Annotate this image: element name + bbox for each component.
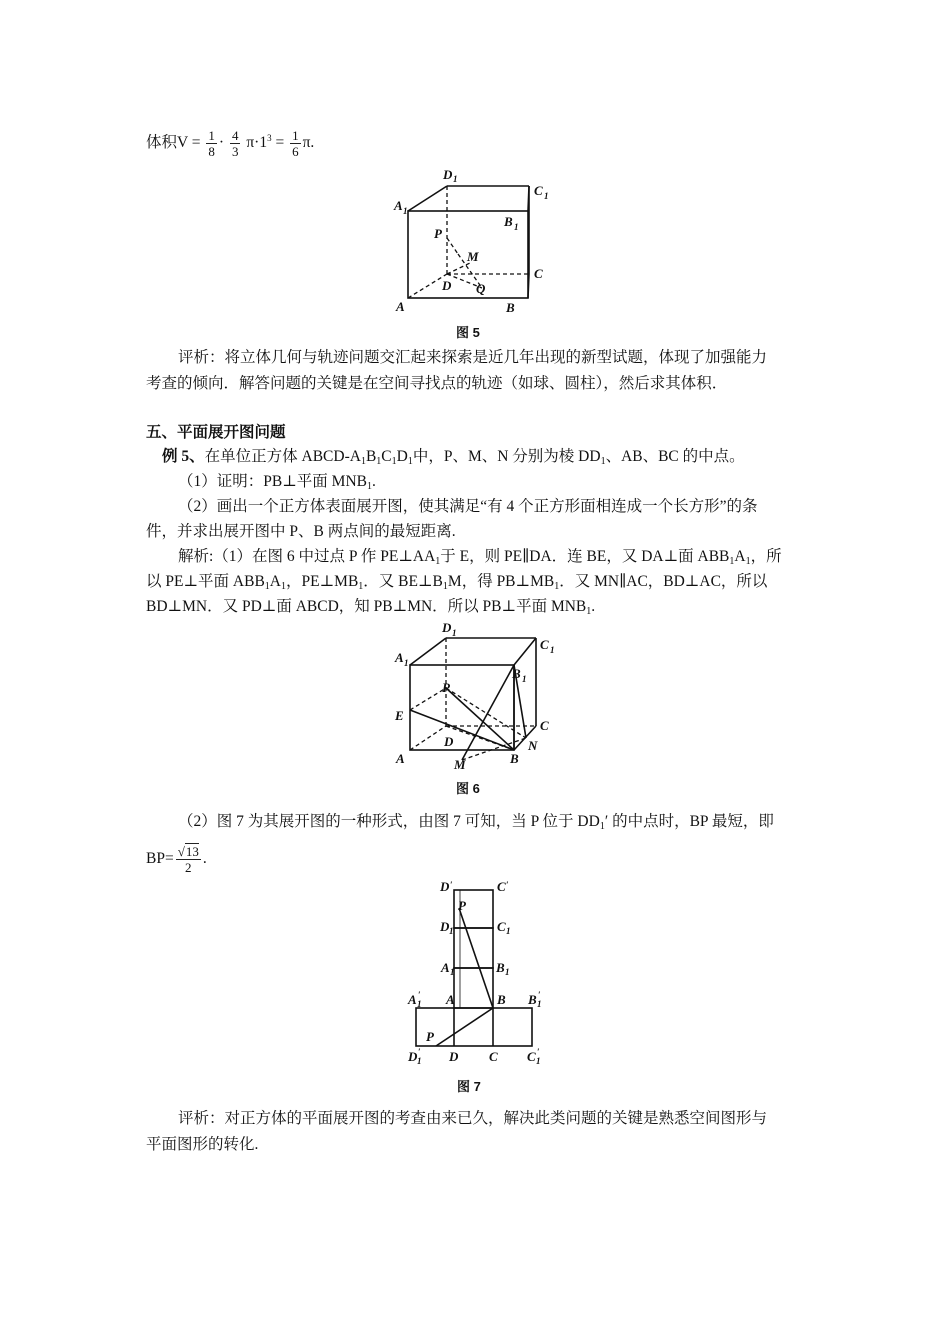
solution-text: A — [269, 573, 281, 590]
radicand: 13 — [185, 844, 199, 859]
equals-sign: = — [275, 134, 285, 152]
subscript: 1 — [729, 556, 735, 567]
volume-mid: π·1 — [246, 134, 268, 152]
comment-1-line-1: 评析：将立体几何与轨迹问题交汇起来探索是近几年出现的新型试题，体现了加强能力 — [178, 349, 768, 366]
label-m: M — [467, 249, 479, 264]
section-title: 五、平面展开图问题 — [146, 424, 286, 441]
label-sub: 1 — [453, 174, 458, 184]
label-c1: C — [534, 183, 543, 198]
question-1-text: （1）证明：PB⊥平面 MNB — [178, 473, 367, 490]
solution-text: ，所 — [750, 548, 782, 565]
fraction-sqrt13-over-2 — [176, 844, 201, 875]
solution-line-1 — [178, 547, 782, 567]
cube-exponent: 3 — [267, 133, 272, 143]
label-c1-prime: C — [527, 1049, 536, 1064]
volume-prefix: 体积V = — [146, 134, 201, 152]
label-d1: D — [442, 620, 452, 635]
subscript: 1 — [554, 581, 560, 592]
frac-num: 1 — [208, 128, 215, 144]
volume-tail: π. — [302, 134, 315, 152]
figure-7-caption: 图 7 — [457, 1079, 481, 1094]
label-a: A — [446, 992, 455, 1007]
example-text: C — [381, 448, 392, 465]
label-sub: 1 — [544, 191, 549, 201]
question-1 — [178, 472, 376, 492]
frac-num: 4 — [231, 128, 239, 144]
volume-formula: 体积V = $\frac{1}{8}$ · $\frac{4}{3}$ $\pi\cdot 1^3$ = $\frac{1}{6}$ π. — [146, 128, 315, 160]
solution-text: 于 E，则 PE∥DA．连 BE，又 DA⊥面 ABB — [440, 548, 730, 565]
example-label: 例 5、 — [162, 448, 205, 465]
label-b1: B — [512, 666, 521, 681]
label-m: M — [454, 757, 466, 770]
subscript: 1 — [586, 606, 592, 617]
label-sub: 1 — [449, 926, 454, 936]
solution-text: 解析:（1）在图 6 中过点 P 作 PE⊥AA — [178, 548, 436, 565]
label-c: C — [489, 1049, 498, 1064]
subscript: 1 — [435, 556, 441, 567]
label-sub: 1 — [522, 674, 527, 684]
comment-2-line-2: 平面图形的转化. — [146, 1136, 259, 1153]
frac-den: 8 — [208, 144, 215, 160]
label-sub: 1 — [404, 658, 409, 668]
part-2-tail: . — [202, 850, 207, 868]
example-5-statement — [162, 447, 745, 467]
solution-text: M，得 PB⊥MB — [447, 573, 555, 590]
example-text: 、AB、BC 的中点。 — [605, 448, 745, 465]
example-text: 中，P、M、N 分别为棱 DD — [412, 448, 601, 465]
part-2-line-2 — [146, 844, 207, 875]
label-sub: 1 — [514, 222, 519, 232]
label-sub: 1 — [550, 645, 555, 655]
fraction-one-sixth — [290, 128, 301, 159]
solution-text: ．又 BE⊥B — [363, 573, 443, 590]
label-prime: ′ — [450, 880, 453, 890]
label-a: A — [396, 751, 405, 766]
label-b: B — [506, 300, 515, 315]
fraction-one-eighth — [206, 128, 217, 159]
subscript: 1 — [360, 456, 366, 467]
subscript: 1 — [376, 456, 382, 467]
part-2-line-1 — [178, 812, 774, 832]
label-b: B — [510, 751, 519, 766]
label-q: Q — [476, 281, 486, 296]
frac-den: 3 — [231, 144, 239, 160]
solution-text: ，PE⊥MB — [286, 573, 359, 590]
label-d: D — [442, 278, 452, 293]
label-a: A — [396, 299, 405, 314]
subscript: 1 — [407, 456, 413, 467]
label-sub: 1 — [417, 1056, 422, 1066]
label-e: E — [395, 708, 404, 723]
solution-line-3 — [146, 597, 595, 617]
label-p: P — [442, 680, 450, 695]
label-sub: 1 — [537, 999, 542, 1009]
solution-text: . — [591, 598, 596, 615]
question-1-tail: . — [371, 473, 376, 490]
label-prime: ′ — [506, 880, 509, 890]
part-2-text: ′ 的中点时，BP 最短，即 — [604, 813, 774, 830]
subscript: 1 — [442, 581, 448, 592]
label-sub: 1 — [403, 206, 408, 216]
subscript: 1 — [366, 481, 372, 492]
bp-label: BP= — [146, 850, 174, 868]
label-d-prime: D — [440, 880, 450, 894]
label-p-bottom: P — [426, 1029, 434, 1044]
figure-6-svg — [390, 618, 565, 770]
subscript: 1 — [745, 556, 751, 567]
part-2-text: （2）图 7 为其展开图的一种形式，由图 7 可知，当 P 位于 DD — [178, 813, 600, 830]
frac-num — [176, 844, 201, 860]
subscript: 1 — [281, 581, 286, 592]
cube-front-face — [410, 665, 514, 750]
frac-num: 1 — [292, 128, 299, 144]
comment-2-line-1: 评析：对正方体的平面展开图的考查由来已久，解决此类问题的关键是熟悉空间图形与 — [178, 1110, 768, 1127]
label-prime: ′ — [537, 1047, 540, 1057]
label-c-prime: C — [497, 880, 506, 894]
figure-7-net — [400, 880, 560, 1066]
figure-5-svg — [390, 166, 560, 316]
subscript: 1 — [264, 581, 270, 592]
figure-6-cube — [390, 618, 565, 770]
label-d: D — [449, 1049, 459, 1064]
figure-7-svg — [400, 880, 560, 1066]
example-text: D — [396, 448, 408, 465]
label-prime: ′ — [418, 990, 421, 1000]
frac-den: 2 — [185, 860, 192, 875]
subscript: 1 — [600, 456, 606, 467]
example-text: 在单位正方体 ABCD-A — [204, 448, 361, 465]
question-2-line-2: 件，并求出展开图中 P、B 两点间的最短距离. — [146, 523, 456, 540]
subscript: 1 — [391, 456, 397, 467]
solution-text: BD⊥MN．又 PD⊥面 ABCD，知 PB⊥MN．所以 PB⊥平面 MNB — [146, 598, 587, 615]
label-c: C — [534, 266, 543, 281]
label-p-top: P — [458, 898, 466, 913]
label-n: N — [528, 738, 538, 753]
label-sub: 1 — [506, 926, 511, 936]
solution-text: A — [734, 548, 746, 565]
question-2-line-1: （2）画出一个正方体表面展开图，使其满足“有 4 个正方形面相连成一个长方形”的条 — [178, 498, 758, 515]
label-sub: 1 — [417, 999, 422, 1009]
label-c: C — [540, 718, 549, 733]
label-d1-prime: D — [408, 1049, 418, 1064]
figure-5-cube — [390, 166, 560, 316]
label-prime: ′ — [418, 1047, 421, 1057]
solution-text: 以 PE⊥平面 ABB — [146, 573, 265, 590]
label-sub: 1 — [505, 967, 510, 977]
label-b1: B — [504, 214, 513, 229]
label-d1: D — [443, 167, 453, 182]
label-b1-prime: B — [528, 992, 537, 1007]
label-sub: 1 — [536, 1056, 541, 1066]
solution-line-2 — [146, 572, 767, 592]
example-text: B — [365, 448, 377, 465]
label-d: D — [444, 734, 454, 749]
label-a1-prime: A — [408, 992, 417, 1007]
frac-den: 6 — [292, 144, 299, 160]
radical-sign: √ — [177, 844, 185, 859]
figure-5-caption: 图 5 — [456, 325, 480, 340]
label-a1: A — [395, 650, 404, 665]
label-sub: 1 — [450, 967, 455, 977]
subscript: 1 — [358, 581, 364, 592]
comment-1-line-2: 考查的倾向．解答问题的关键是在空间寻找点的轨迹（如球、圆柱），然后求其体积． — [146, 375, 728, 392]
figure-6-caption: 图 6 — [456, 781, 480, 796]
label-prime: ′ — [538, 990, 541, 1000]
label-p: P — [434, 226, 442, 241]
label-d1: D — [440, 919, 450, 934]
subscript: 1 — [599, 821, 605, 832]
label-sub: 1 — [452, 628, 457, 638]
label-c1: C — [497, 919, 506, 934]
label-b1: B — [496, 960, 505, 975]
label-c1: C — [540, 637, 549, 652]
fraction-four-thirds — [230, 128, 241, 159]
label-a1: A — [394, 198, 403, 213]
label-a1: A — [441, 960, 450, 975]
label-b: B — [497, 992, 506, 1007]
solution-text: ．又 MN∥AC，BD⊥AC，所以 — [559, 573, 768, 590]
